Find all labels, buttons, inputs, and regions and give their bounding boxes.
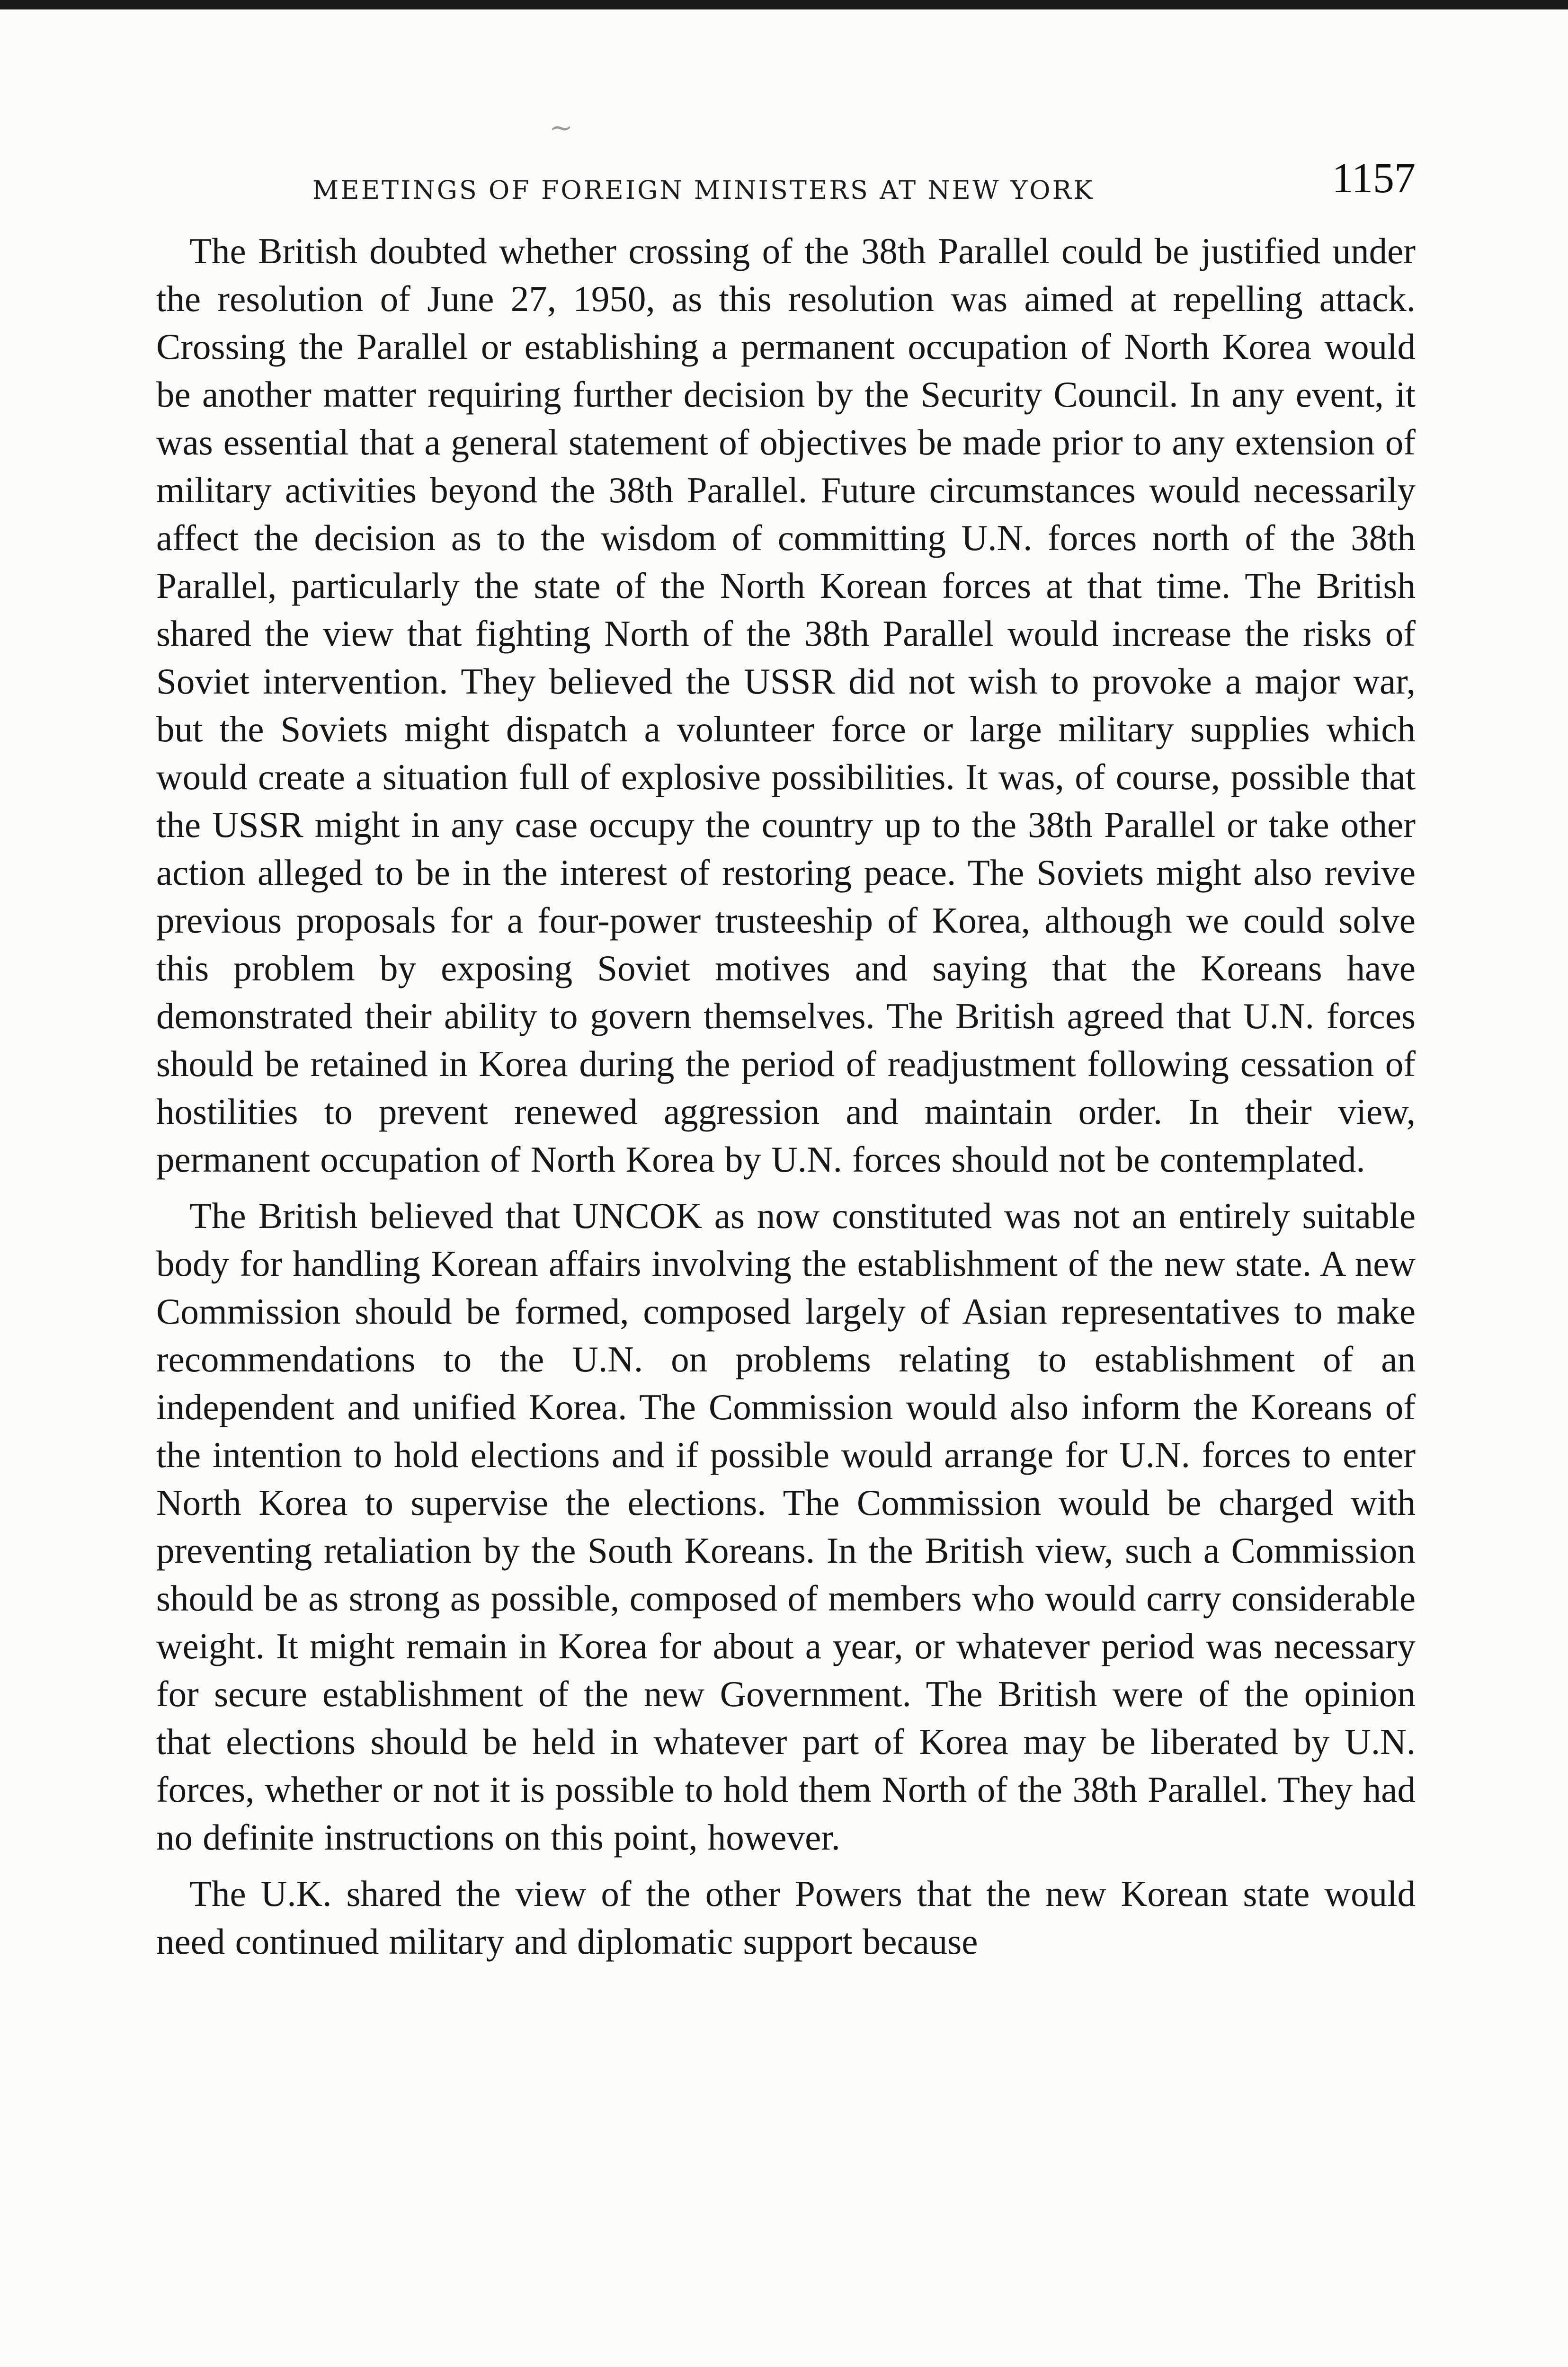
- paragraph-british-38th-parallel: The British doubted whether crossing of the 38th Parallel could be justified under the resolution of June 27, 1950, as this resolution was aimed at repelling attack. Crossing the Parallel or establishing a permanent occupation of North Korea would be another matter requiring further decision by the Security Council. In any event, it was essential that a general statement of objectives be made prior to any extension of military activities beyond the 38th Parallel. Future circumstances would necessarily affect the decision as to the wisdom of committing U.N. forces north of the 38th Parallel, particularly the state of the North Korean forces at that time. The British shared the view that fighting North of the 38th Parallel would increase the risks of Soviet intervention. They believed the USSR did not wish to provoke a major war, but the Soviets might dispatch a volunteer force or large military supplies which would create a situation full of explosive possibilities. It was, of course, possible that the USSR might in any case occupy the country up to the 38th Parallel or take other action alleged to be in the interest of restoring peace. The Soviets might also revive previous proposals for a four-power trusteeship of Korea, although we could solve this problem by exposing Soviet motives and saying that the Koreans have demonstrated their ability to govern themselves. The British agreed that U.N. forces should be retained in Korea during the period of readjustment following cessation of hostilities to prevent renewed aggression and maintain order. In their view, permanent occupation of North Korea by U.N. forces should not be contemplated.: [156, 231, 1416, 1180]
- running-title: MEETINGS OF FOREIGN MINISTERS AT NEW YORK: [312, 175, 1095, 205]
- running-header: [156, 156, 1416, 213]
- paragraph-uk-shared-view: The U.K. shared the view of the other Powers that the new Korean state would need continued military and diplomatic support because: [156, 1873, 1416, 1962]
- scan-mark: ~: [549, 111, 573, 144]
- page-number: 1157: [1332, 155, 1416, 202]
- document-page: [156, 156, 1416, 1966]
- paragraph-uncok-commission: The British believed that UNCOK as now constituted was not an entirely suitable body for handling Korean affairs involving the establishment of the new state. A new Commission should be formed, composed largely of Asian representatives to make recommendations to the U.N. on problems relating to establishment of an independent and unified Korea. The Commission would also inform the Koreans of the intention to hold elections and if possible would arrange for U.N. forces to enter North Korea to supervise the elections. The Commission would be charged with preventing retaliation by the South Koreans. In the British view, such a Commission should be as strong as possible, composed of members who would carry considerable weight. It might remain in Korea for about a year, or whatever period was necessary for secure establishment of the new Government. The British were of the opinion that elections should be held in whatever part of Korea may be liberated by U.N. forces, whether or not it is possible to hold them North of the 38th Parallel. They had no definite instructions on this point, however.: [156, 1195, 1416, 1858]
- top-border-rule: [0, 0, 1568, 9]
